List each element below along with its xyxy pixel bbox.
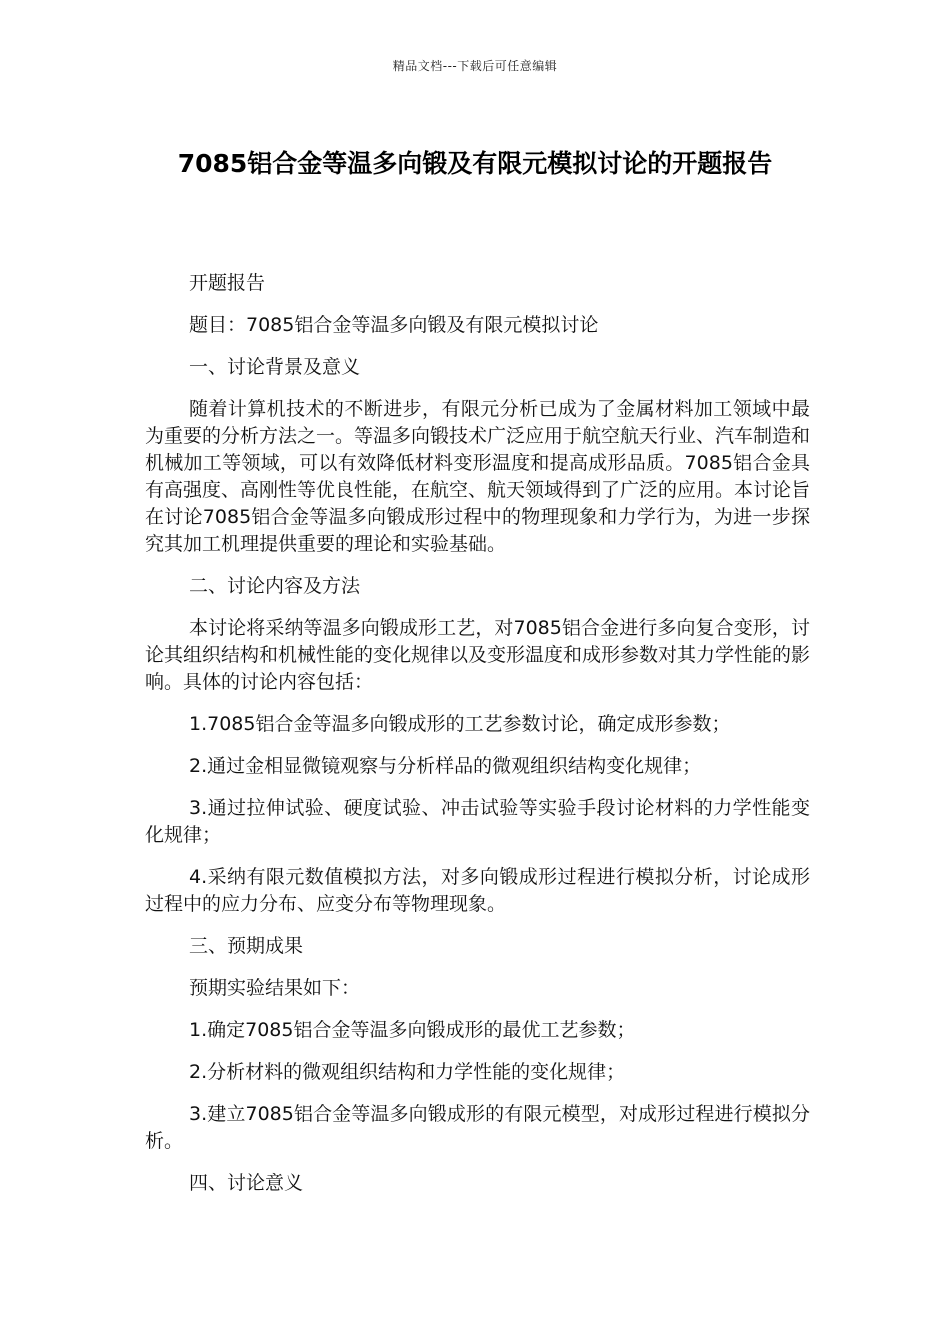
list-item-outcome-3: 3.建立7085铝合金等温多向锻成形的有限元模型，对成形过程进行模拟分析。 (145, 1103, 810, 1152)
section-heading-background: 一、讨论背景及意义 (189, 356, 361, 378)
list-item-content-1: 1.7085铝合金等温多向锻成形的工艺参数讨论，确定成形参数； (189, 713, 731, 735)
section-heading-outcomes: 三、预期成果 (189, 935, 304, 957)
paragraph-outcomes-intro: 预期实验结果如下： (189, 977, 361, 999)
report-label: 开题报告 (189, 272, 266, 294)
paragraph-background: 随着计算机技术的不断进步，有限元分析已成为了金属材料加工领域中最为重要的分析方法之一。等温多向锻技术广泛应用于航空航天行业、汽车制造和机械加工等领域，可以有效降低材料变形温度和提高成形品质。7085铝合金具有高强度、高刚性等优良性能，在航空、航天领域得到了广泛的应用。本讨论旨在讨论7085铝合金等温多向锻成形过程中的物理现象和力学行为，为进一步探究其加工机理提供重要的理论和实验基础。 (145, 398, 811, 555)
list-item-content-3: 3.通过拉伸试验、硬度试验、冲击试验等实验手段讨论材料的力学性能变化规律； (145, 797, 810, 846)
paragraph-content: 本讨论将采纳等温多向锻成形工艺，对7085铝合金进行多向复合变形，讨论其组织结构和机械性能的变化规律以及变形温度和成形参数对其力学性能的影响。具体的讨论内容包括： (145, 617, 811, 693)
document-body (145, 270, 810, 1197)
report-topic: 题目：7085铝合金等温多向锻及有限元模拟讨论 (189, 314, 599, 336)
document-title: 7085铝合金等温多向锻及有限元模拟讨论的开题报告 (177, 149, 773, 178)
header-note: 精品文档---下载后可任意编辑 (392, 59, 558, 73)
list-item-content-2: 2.通过金相显微镜观察与分析样品的微观组织结构变化规律； (189, 755, 702, 777)
list-item-outcome-2: 2.分析材料的微观组织结构和力学性能的变化规律； (189, 1061, 626, 1083)
section-heading-content: 二、讨论内容及方法 (189, 575, 361, 597)
list-item-content-4: 4.采纳有限元数值模拟方法，对多向锻成形过程进行模拟分析，讨论成形过程中的应力分布、应变分布等物理现象。 (145, 866, 810, 915)
section-heading-significance: 四、讨论意义 (189, 1172, 304, 1194)
list-item-outcome-1: 1.确定7085铝合金等温多向锻成形的最优工艺参数； (189, 1019, 636, 1041)
